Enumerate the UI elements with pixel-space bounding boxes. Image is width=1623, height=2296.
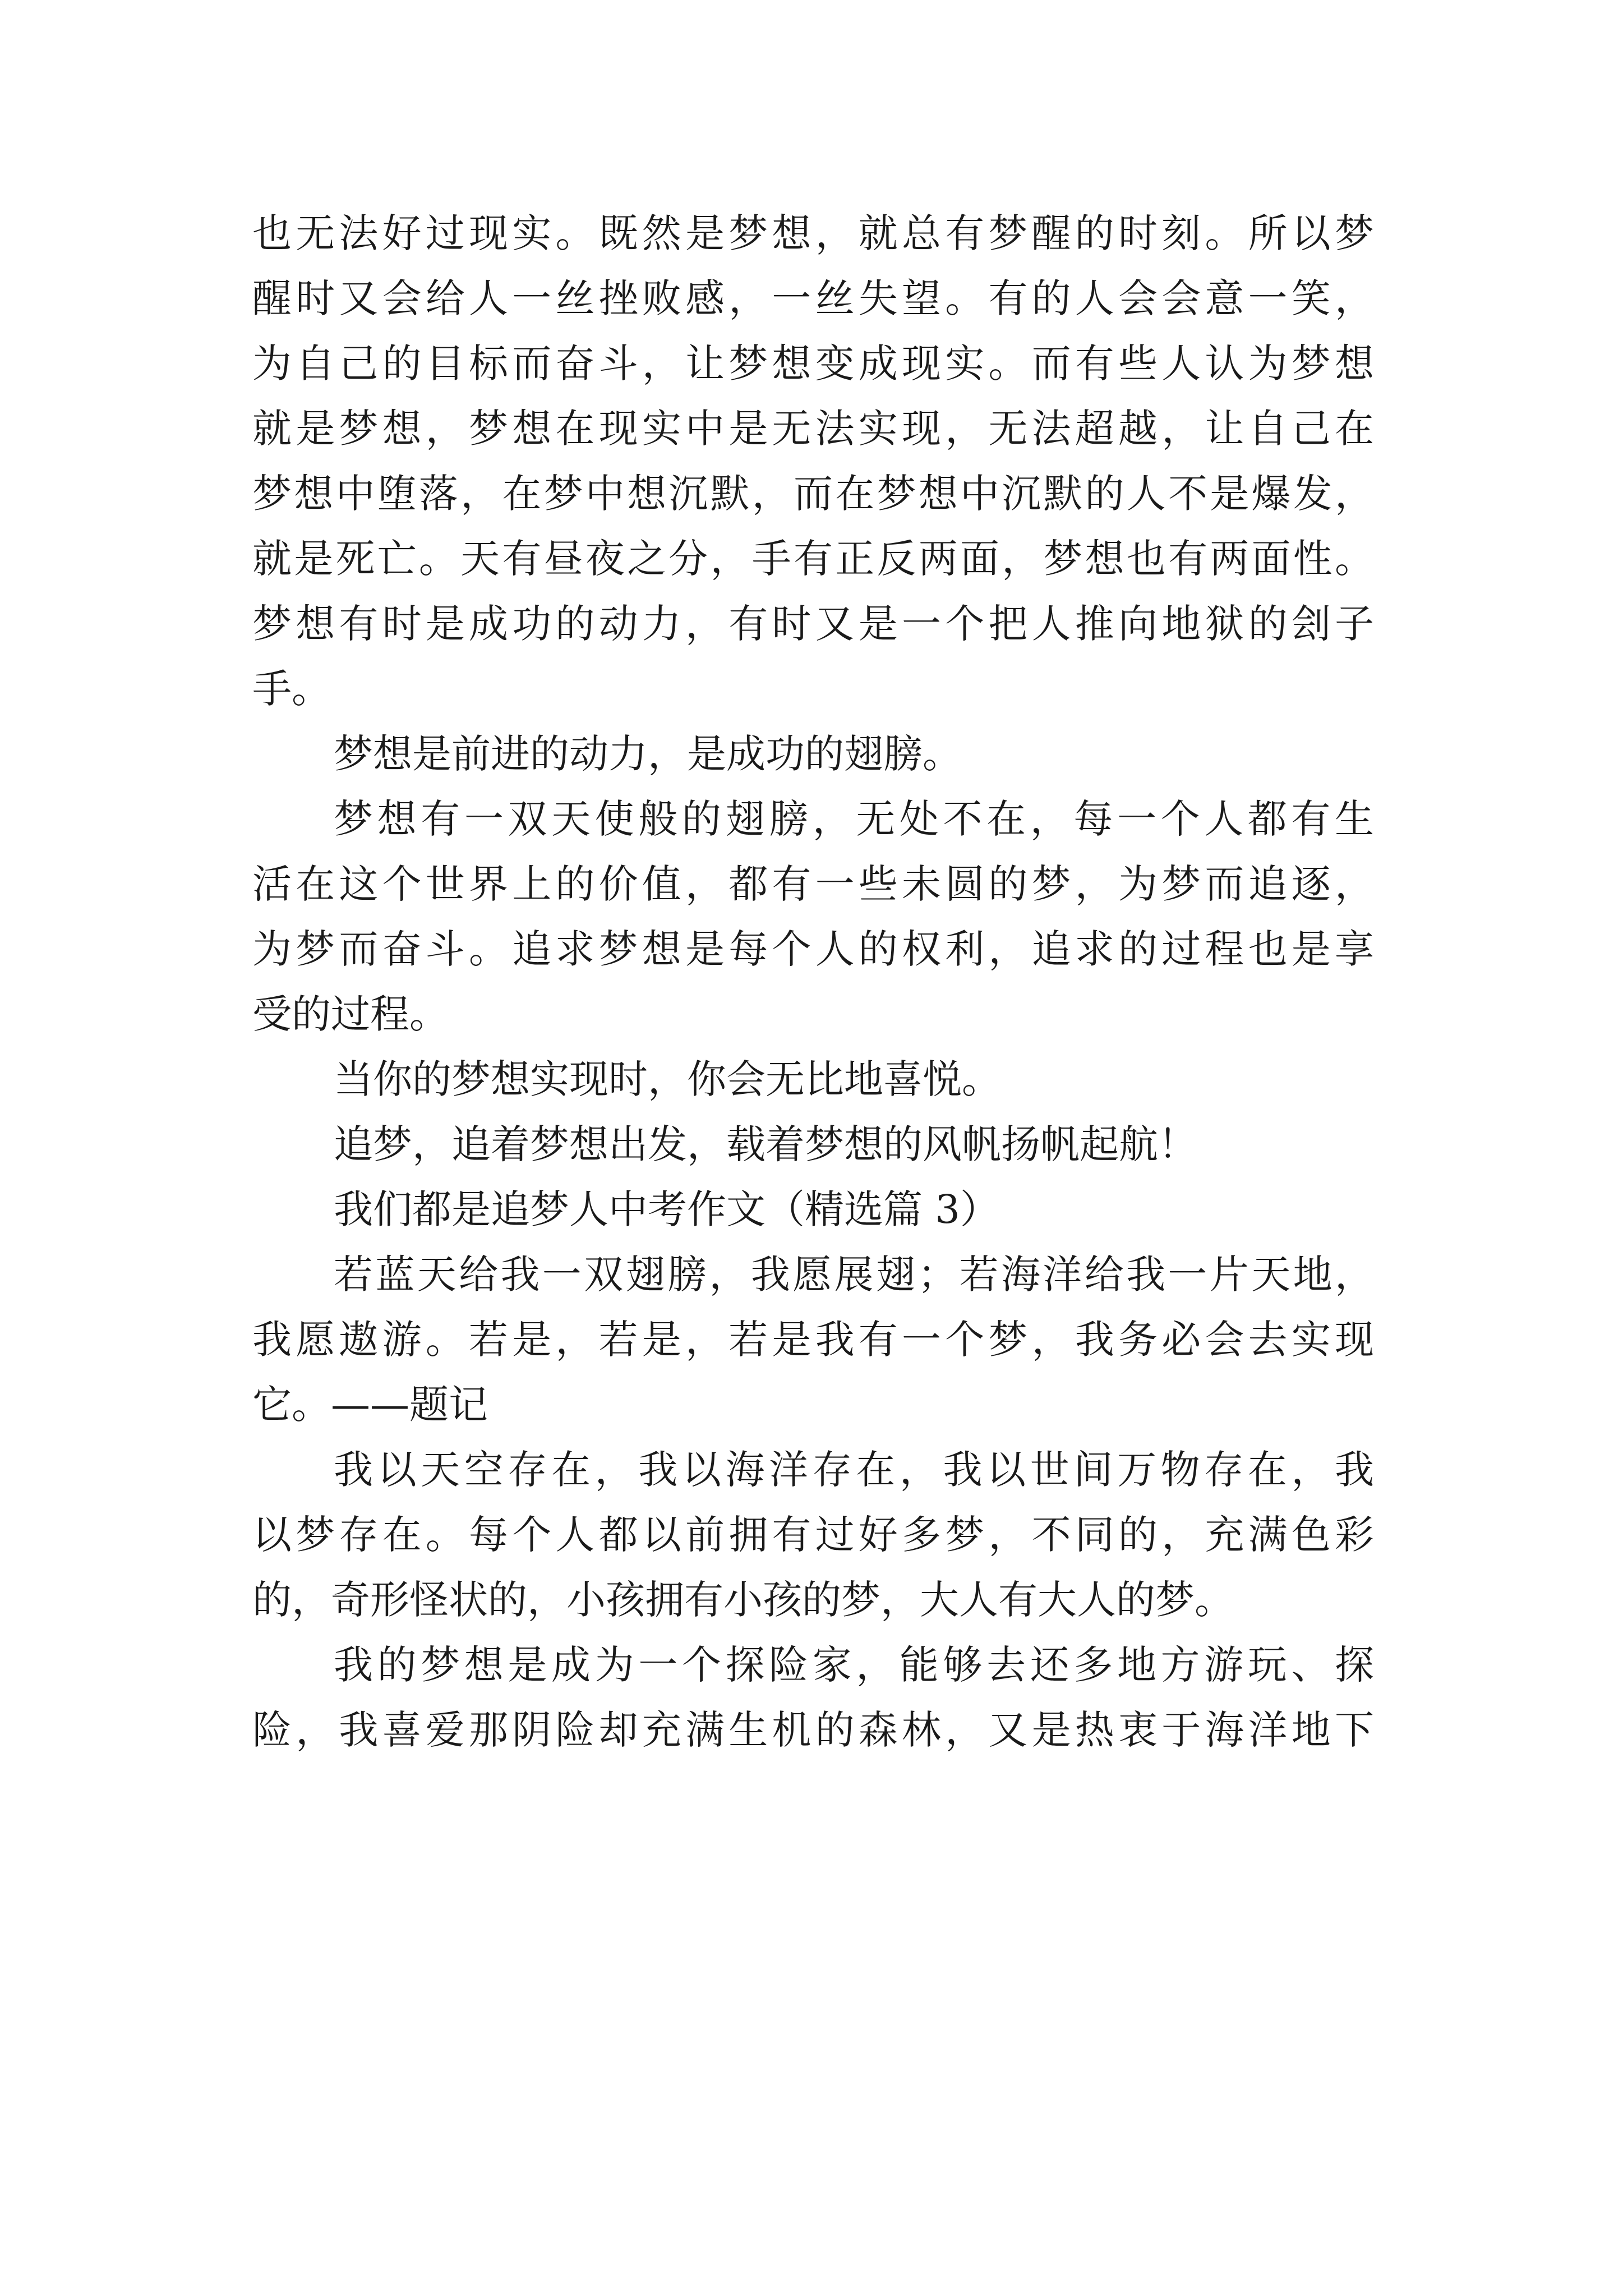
document-body: [252, 201, 1374, 1763]
text-line: 以梦存在。每个人都以前拥有过好多梦，不同的，充满色彩: [252, 1512, 1374, 1558]
paragraph-start-line: 我的梦想是成为一个探险家，能够去还多地方游玩、探: [334, 1642, 1374, 1688]
text-line: 为自己的目标而奋斗，让梦想变成现实。而有些人认为梦想: [252, 341, 1374, 386]
text-line: 为梦而奋斗。追求梦想是每个人的权利，追求的过程也是享: [252, 926, 1374, 972]
text-line: 就是梦想，梦想在现实中是无法实现，无法超越，让自己在: [252, 406, 1374, 452]
text-line: 醒时又会给人一丝挫败感，一丝失望。有的人会会意一笑，: [252, 275, 1374, 321]
paragraph-start-line: 梦想有一双天使般的翅膀，无处不在，每一个人都有生: [334, 796, 1374, 842]
text-line: 梦想中堕落，在梦中想沉默，而在梦想中沉默的人不是爆发，: [252, 471, 1374, 517]
text-line: 梦想有时是成功的动力，有时又是一个把人推向地狱的刽子: [252, 601, 1374, 647]
text-line: 受的过程。: [252, 991, 449, 1037]
text-line: 手。: [252, 666, 331, 712]
text-line: 它。——题记: [252, 1382, 488, 1428]
text-line: 也无法好过现实。既然是梦想，就总有梦醒的时刻。所以梦: [252, 210, 1374, 256]
paragraph-start-line: 梦想是前进的动力，是成功的翅膀。: [334, 731, 962, 777]
text-line: 就是死亡。天有昼夜之分，手有正反两面，梦想也有两面性。: [252, 536, 1374, 582]
text-line: 的，奇形怪状的，小孩拥有小孩的梦，大人有大人的梦。: [252, 1577, 1234, 1623]
paragraph-start-line: 若蓝天给我一双翅膀，我愿展翅；若海洋给我一片天地，: [334, 1251, 1374, 1297]
text-line: 活在这个世界上的价值，都有一些未圆的梦，为梦而追逐，: [252, 861, 1374, 907]
text-line: 险，我喜爱那阴险却充满生机的森林，又是热衷于海洋地下: [252, 1707, 1374, 1753]
text-line: 我愿遨游。若是，若是，若是我有一个梦，我务必会去实现: [252, 1317, 1374, 1363]
paragraph-start-line: 当你的梦想实现时，你会无比地喜悦。: [334, 1056, 1001, 1102]
paragraph-start-line: 追梦，追着梦想出发，载着梦想的风帆扬帆起航！: [334, 1121, 1197, 1167]
paragraph-start-line: 我以天空存在，我以海洋存在，我以世间万物存在，我: [334, 1447, 1374, 1493]
section-heading: 我们都是追梦人中考作文（精选篇 3）: [334, 1186, 999, 1232]
